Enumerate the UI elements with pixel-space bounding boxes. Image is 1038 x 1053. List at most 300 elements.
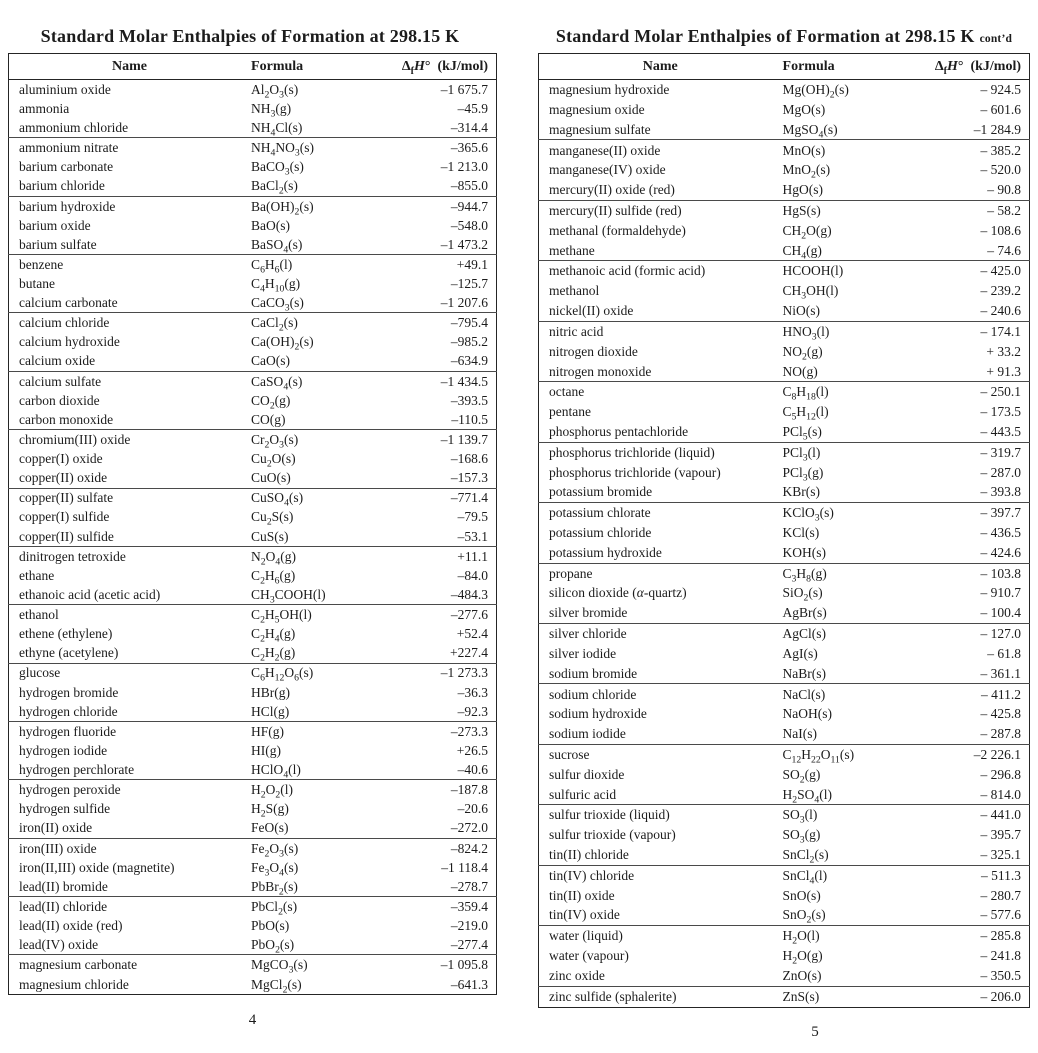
compound-name: sulfur trioxide (liquid) — [549, 807, 670, 823]
enthalpy-value: +49.1 — [456, 256, 488, 272]
table-row — [9, 391, 497, 410]
enthalpy-value: +52.4 — [456, 626, 488, 642]
enthalpy-value: + 91.3 — [986, 363, 1021, 379]
table-row — [9, 819, 497, 839]
enthalpy-value: – 443.5 — [980, 423, 1021, 439]
compound-formula: $Cu_2O(s)$ — [251, 451, 296, 470]
enthalpy-value: – 90.8 — [987, 182, 1021, 198]
table-row — [539, 462, 1030, 482]
compound-name: calcium chloride — [19, 315, 110, 331]
compound-name: magnesium chloride — [19, 976, 129, 992]
compound-formula: PCl$_5$(s) — [782, 423, 822, 443]
table-row — [539, 301, 1030, 321]
compound-formula: KOH(s) — [782, 544, 827, 560]
table-row — [9, 235, 497, 255]
enthalpy-value: – 441.0 — [980, 807, 1021, 823]
table-row — [9, 449, 497, 468]
enthalpy-value: +227.4 — [450, 645, 488, 661]
compound-name: hydrogen peroxide — [19, 782, 121, 798]
enthalpy-value: –1 284.9 — [973, 121, 1021, 137]
compound-formula: $H_2O(g)$ — [782, 948, 823, 967]
compound-name: lead(II) bromide — [19, 878, 108, 894]
compound-formula: $Al_2O_3(s)$ — [251, 81, 299, 101]
compound-name: iron(II,III) oxide (magnetite) — [19, 859, 175, 875]
table-row — [9, 196, 497, 216]
column-header-formula: Formula — [250, 54, 387, 80]
table-row — [539, 543, 1030, 563]
table-row — [9, 293, 497, 313]
enthalpy-value: – 287.0 — [980, 464, 1021, 480]
table-row — [9, 702, 497, 722]
compound-name: carbon monoxide — [19, 411, 114, 427]
compound-formula: ZnO(s) — [782, 967, 822, 983]
compound-formula: $CH_4(g)$ — [782, 242, 822, 262]
column-header-name: Name — [539, 54, 782, 80]
compound-name: barium hydroxide — [19, 198, 116, 214]
enthalpy-value: – 250.1 — [980, 384, 1021, 400]
compound-formula: $H_2S(g)$ — [251, 801, 289, 820]
enthalpy-value: –40.6 — [457, 761, 488, 777]
compound-formula: BaCO$_3$(s) — [251, 159, 304, 178]
compound-formula: MnO(s) — [782, 142, 826, 158]
compound-formula: $CH_3OH(l)$ — [782, 283, 839, 302]
compound-formula: $C_6H_{12}O_6(s)$ — [251, 665, 314, 685]
compound-formula: PbO$_2$(s) — [251, 937, 295, 956]
table-row — [539, 261, 1030, 281]
enthalpy-value: –484.3 — [450, 586, 488, 602]
table-row — [539, 966, 1030, 986]
table-row — [9, 780, 497, 800]
enthalpy-value: –1 095.8 — [440, 957, 488, 973]
compound-name: dinitrogen tetroxide — [19, 548, 126, 564]
compound-name: methane — [549, 242, 595, 258]
compound-formula: $Cr_2O_3(s)$ — [251, 431, 299, 451]
compound-formula: CaCO$_3$(s) — [251, 295, 304, 314]
table-row — [539, 402, 1030, 422]
compound-name: sucrose — [549, 746, 590, 762]
compound-formula: BaSO$_4$(s) — [251, 236, 303, 256]
enthalpy-value: –272.0 — [450, 820, 488, 836]
compound-formula: BaO(s) — [251, 217, 291, 233]
table-row — [9, 255, 497, 275]
compound-name: potassium chlorate — [549, 505, 651, 521]
table-row — [9, 177, 497, 197]
table-row — [539, 765, 1030, 785]
compound-name: sulfur dioxide — [549, 766, 625, 782]
enthalpy-value: – 350.5 — [980, 967, 1021, 983]
compound-name: copper(II) sulfide — [19, 528, 114, 544]
enthalpy-value: –634.9 — [450, 353, 488, 369]
enthalpy-value: – 520.0 — [980, 162, 1021, 178]
compound-name: tin(IV) oxide — [549, 907, 620, 923]
table-row — [539, 240, 1030, 260]
compound-formula: $C_2H_5OH(l)$ — [251, 607, 312, 626]
enthalpy-value: –1 434.5 — [440, 373, 488, 389]
compound-name: tin(II) chloride — [549, 847, 629, 862]
compound-formula: HBr(g) — [251, 684, 291, 700]
table-row — [9, 663, 497, 683]
compound-formula: CaSO$_4$(s) — [251, 373, 303, 393]
compound-name: barium carbonate — [19, 159, 114, 175]
compound-name: lead(II) chloride — [19, 898, 108, 914]
table-row — [9, 80, 497, 100]
enthalpy-value: – 436.5 — [980, 525, 1021, 541]
table-row — [539, 986, 1030, 1007]
compound-formula: $Fe_3O_4(s)$ — [251, 859, 299, 879]
compound-formula: $H_2O_2(l)$ — [251, 782, 294, 801]
enthalpy-value: – 241.8 — [980, 948, 1021, 964]
table-row — [9, 721, 497, 741]
enthalpy-table — [538, 53, 1030, 1008]
compound-formula: HCOOH(l) — [782, 263, 844, 279]
enthalpy-value: – 173.5 — [980, 404, 1021, 420]
compound-name: nitric acid — [549, 323, 604, 339]
table-row — [539, 442, 1030, 462]
table-row — [539, 704, 1030, 724]
table-row — [539, 623, 1030, 643]
enthalpy-value: – 127.0 — [980, 626, 1021, 642]
compound-name: methanal (formaldehyde) — [549, 222, 686, 238]
compound-name: zinc sulfide (sphalerite) — [549, 989, 677, 1005]
enthalpy-value: – 61.8 — [987, 645, 1021, 661]
page-title — [8, 26, 497, 47]
compound-formula: $CH_3COOH(l)$ — [251, 586, 326, 606]
compound-formula: NO(g) — [782, 363, 818, 379]
compound-formula: $NH_4Cl(s)$ — [251, 120, 303, 139]
enthalpy-value: – 206.0 — [980, 989, 1021, 1005]
compound-formula: AgCl(s) — [782, 626, 827, 642]
table-row — [9, 313, 497, 333]
enthalpy-value: – 411.2 — [981, 686, 1021, 702]
enthalpy-value: –277.4 — [450, 937, 488, 953]
enthalpy-value: –1 207.6 — [440, 295, 488, 311]
compound-name: magnesium sulfate — [549, 121, 651, 137]
compound-name: lead(IV) oxide — [19, 937, 99, 953]
compound-name: sodium hydroxide — [549, 706, 647, 722]
compound-name: phosphorus pentachloride — [549, 423, 689, 439]
enthalpy-value: – 601.6 — [980, 101, 1021, 117]
enthalpy-value: +11.1 — [457, 548, 488, 564]
compound-name: copper(II) sulfate — [19, 490, 114, 506]
table-row — [539, 523, 1030, 543]
page-title-text: Standard Molar Enthalpies of Formation at 298.15 K — [555, 26, 975, 47]
enthalpy-value: –771.4 — [450, 490, 488, 506]
enthalpy-value: –45.9 — [457, 100, 488, 116]
compound-formula: $C_2H_4(g)$ — [251, 626, 296, 645]
enthalpy-value: –641.3 — [450, 976, 488, 992]
enthalpy-value: – 108.6 — [980, 222, 1021, 238]
table-row — [9, 683, 497, 702]
table-row — [539, 905, 1030, 925]
compound-formula: HCl(g) — [251, 703, 290, 719]
enthalpy-value: – 296.8 — [980, 766, 1021, 782]
compound-formula: $NO_2(g)$ — [782, 343, 823, 363]
compound-formula: HgS(s) — [782, 203, 821, 219]
compound-formula: SnCl$_2$(s) — [782, 847, 829, 866]
column-header-enthalpy: $\Delta_fH^\circ$ (kJ/mol) — [387, 54, 497, 80]
enthalpy-value: –157.3 — [450, 470, 488, 486]
table-row — [539, 926, 1030, 946]
enthalpy-value: –277.6 — [450, 607, 488, 623]
compound-name: ammonia — [19, 100, 70, 116]
enthalpy-value: –1 473.2 — [440, 236, 488, 252]
enthalpy-value: – 814.0 — [980, 786, 1021, 802]
compound-formula: MnO$_2$(s) — [782, 162, 831, 182]
table-header-row — [9, 54, 497, 80]
compound-name: lead(II) oxide (red) — [19, 917, 123, 933]
column-header-enthalpy: $\Delta_fH^\circ$ (kJ/mol) — [919, 54, 1030, 80]
table-row — [539, 140, 1030, 160]
compound-name: water (liquid) — [549, 928, 623, 944]
page-number: 5 — [811, 1024, 819, 1040]
compound-formula: FeO(s) — [251, 820, 289, 836]
enthalpy-value: +26.5 — [456, 742, 488, 758]
compound-formula: $C_3H_8(g)$ — [782, 565, 827, 585]
compound-name: ethanol — [19, 607, 59, 623]
compound-name: magnesium oxide — [549, 101, 645, 117]
table-row — [9, 955, 497, 975]
compound-name: mercury(II) oxide (red) — [549, 182, 675, 198]
table-row — [9, 138, 497, 158]
compound-formula: NiO(s) — [782, 303, 821, 319]
enthalpy-value: + 33.2 — [986, 343, 1021, 359]
compound-formula: $SO_3(l)$ — [782, 807, 818, 827]
page-5 — [538, 0, 1030, 1053]
table-row — [539, 845, 1030, 865]
table-row — [539, 744, 1030, 764]
compound-name: calcium hydroxide — [19, 334, 120, 350]
compound-name: copper(II) oxide — [19, 470, 108, 486]
compound-name: glucose — [19, 665, 61, 681]
enthalpy-value: –273.3 — [450, 723, 488, 739]
enthalpy-value: – 239.2 — [980, 283, 1021, 299]
enthalpy-value: –219.0 — [450, 917, 488, 933]
compound-formula: $Cu_2S(s)$ — [251, 509, 294, 529]
page-title — [538, 26, 1030, 47]
compound-formula: $C_2H_2(g)$ — [251, 645, 296, 664]
table-row — [9, 216, 497, 235]
compound-name: sodium bromide — [549, 665, 638, 681]
compound-name: ammonium nitrate — [19, 140, 119, 156]
compound-formula: $H_2O(l)$ — [782, 928, 820, 947]
compound-formula: $HNO_3(l)$ — [782, 323, 830, 343]
compound-name: ethanoic acid (acetic acid) — [19, 586, 161, 602]
compound-name: hydrogen bromide — [19, 684, 119, 700]
compound-name: copper(I) oxide — [19, 451, 103, 467]
enthalpy-value: – 100.4 — [980, 605, 1021, 621]
compound-formula: SnO$_2$(s) — [782, 907, 826, 927]
compound-name: copper(I) sulfide — [19, 509, 110, 525]
compound-name: nickel(II) oxide — [549, 303, 634, 319]
enthalpy-value: –278.7 — [450, 878, 488, 894]
page-number: 4 — [248, 1012, 257, 1028]
enthalpy-value: –1 139.7 — [440, 431, 488, 447]
enthalpy-value: –79.5 — [457, 509, 488, 525]
enthalpy-value: – 425.0 — [980, 263, 1021, 279]
compound-name: methanol — [549, 283, 600, 299]
compound-formula: $C_2H_6(g)$ — [251, 567, 296, 587]
table-row — [9, 468, 497, 488]
compound-name: sodium chloride — [549, 686, 637, 702]
compound-name: magnesium carbonate — [19, 957, 138, 973]
compound-name: pentane — [549, 404, 591, 420]
page-4 — [8, 0, 497, 1053]
compound-name: manganese(II) oxide — [549, 142, 661, 158]
compound-formula: $Ba(OH)_2(s)$ — [251, 198, 314, 218]
enthalpy-value: –110.5 — [451, 411, 488, 427]
compound-name: iron(II) oxide — [19, 820, 93, 836]
compound-formula: CuSO$_4$(s) — [251, 490, 304, 510]
compound-name: tin(II) oxide — [549, 887, 615, 903]
compound-formula: $H_2SO_4(l)$ — [782, 786, 833, 806]
compound-name: potassium bromide — [549, 484, 653, 500]
table-row — [9, 877, 497, 897]
enthalpy-table — [8, 53, 497, 995]
table-row — [539, 120, 1030, 140]
compound-formula: $NH_3(g)$ — [251, 100, 292, 120]
column-header-formula: Formula — [782, 54, 919, 80]
compound-formula: $SO_3(g)$ — [782, 827, 821, 846]
compound-name: iron(III) oxide — [19, 840, 97, 856]
enthalpy-value: –2 226.1 — [973, 746, 1021, 762]
compound-name: silicon dioxide (α-quartz) — [549, 585, 687, 601]
table-row — [9, 916, 497, 935]
table-row — [539, 503, 1030, 523]
enthalpy-value: –393.5 — [450, 392, 488, 408]
compound-formula: MgCO$_3$(s) — [251, 957, 308, 976]
table-row — [9, 158, 497, 177]
enthalpy-value: – 910.7 — [980, 585, 1021, 601]
table-row — [9, 605, 497, 625]
enthalpy-value: – 385.2 — [980, 142, 1021, 158]
enthalpy-value: – 424.6 — [980, 544, 1021, 560]
compound-formula: CO(g) — [251, 411, 286, 427]
table-row — [9, 838, 497, 858]
compound-name: ethene (ethylene) — [19, 626, 113, 642]
compound-formula: $Mg(OH)_2(s)$ — [782, 82, 849, 101]
compound-formula: AgI(s) — [782, 645, 818, 661]
compound-formula: MgCl$_2$(s) — [251, 976, 302, 996]
table-row — [539, 644, 1030, 664]
enthalpy-value: –84.0 — [457, 567, 488, 583]
compound-formula: BaCl$_2$(s) — [251, 178, 298, 198]
enthalpy-value: – 395.7 — [980, 827, 1021, 843]
table-row — [9, 371, 497, 391]
enthalpy-value: – 280.7 — [980, 887, 1021, 903]
table-row — [539, 825, 1030, 845]
enthalpy-value: –187.8 — [450, 782, 488, 798]
table-row — [9, 352, 497, 372]
enthalpy-value: – 924.5 — [980, 82, 1021, 98]
compound-name: calcium sulfate — [19, 373, 102, 389]
table-row — [539, 664, 1030, 684]
compound-name: potassium chloride — [549, 525, 652, 541]
enthalpy-value: – 287.8 — [980, 726, 1021, 742]
compound-formula: NaOH(s) — [782, 706, 833, 722]
compound-name: octane — [549, 384, 585, 400]
table-row — [539, 80, 1030, 100]
compound-formula: HClO$_4$(l) — [251, 761, 301, 781]
table-row — [9, 935, 497, 955]
enthalpy-value: –314.4 — [450, 120, 488, 136]
compound-formula: AgBr(s) — [782, 605, 827, 621]
compound-formula: CaO(s) — [251, 353, 291, 369]
table-row — [539, 563, 1030, 583]
table-row — [539, 100, 1030, 120]
compound-formula: CuO(s) — [251, 470, 291, 486]
table-row — [539, 382, 1030, 402]
compound-name: hydrogen sulfide — [19, 801, 111, 817]
table-row — [9, 624, 497, 643]
enthalpy-value: –944.7 — [450, 198, 488, 214]
table-row — [539, 684, 1030, 704]
enthalpy-value: –20.6 — [457, 801, 488, 817]
compound-name: carbon dioxide — [19, 392, 100, 408]
page-title-suffix: cont’d — [979, 33, 1013, 46]
compound-formula: SnO(s) — [782, 887, 821, 903]
compound-name: benzene — [19, 256, 64, 272]
compound-formula: HI(g) — [251, 742, 282, 758]
enthalpy-value: –168.6 — [450, 451, 488, 467]
compound-name: nitrogen monoxide — [549, 363, 652, 379]
compound-formula: PbBr$_2$(s) — [251, 878, 298, 898]
enthalpy-value: –53.1 — [457, 528, 488, 544]
table-row — [539, 482, 1030, 502]
table-row — [539, 281, 1030, 301]
compound-name: ethyne (acetylene) — [19, 645, 119, 661]
table-row — [539, 180, 1030, 200]
table-row — [539, 886, 1030, 906]
compound-formula: $SO_2(g)$ — [782, 766, 821, 786]
table-row — [9, 410, 497, 430]
enthalpy-value: –824.2 — [450, 840, 488, 856]
enthalpy-value: – 511.3 — [981, 867, 1021, 883]
compound-name: nitrogen dioxide — [549, 343, 638, 359]
table-row — [539, 221, 1030, 241]
enthalpy-value: –359.4 — [450, 898, 488, 914]
compound-formula: $N_2O_4(g)$ — [251, 548, 297, 568]
compound-name: methanoic acid (formic acid) — [549, 263, 706, 279]
compound-formula: MgO(s) — [782, 101, 826, 117]
compound-formula: HF(g) — [251, 723, 285, 739]
compound-formula: $C_{12}H_{22}O_{11}(s)$ — [782, 746, 855, 766]
compound-formula: PbCl$_2$(s) — [251, 898, 298, 918]
column-header-name: Name — [9, 54, 251, 80]
table-row — [539, 160, 1030, 180]
compound-formula: NaI(s) — [782, 726, 818, 742]
table-row — [539, 805, 1030, 825]
compound-formula: $Ca(OH)_2(s)$ — [251, 334, 314, 354]
compound-name: silver chloride — [549, 626, 627, 642]
table-row — [539, 865, 1030, 885]
compound-formula: PCl$_3$(g) — [782, 464, 824, 484]
table-row — [9, 488, 497, 508]
enthalpy-value: – 240.6 — [980, 303, 1021, 319]
table-row — [9, 858, 497, 877]
compound-name: butane — [19, 276, 55, 291]
compound-formula: CuS(s) — [251, 528, 289, 544]
compound-formula: PCl$_3$(l) — [782, 444, 821, 464]
table-row — [9, 566, 497, 585]
compound-name: silver iodide — [549, 645, 617, 661]
enthalpy-value: – 174.1 — [980, 323, 1021, 339]
table-row — [539, 784, 1030, 804]
table-row — [539, 946, 1030, 966]
table-row — [9, 333, 497, 352]
compound-formula: NaBr(s) — [782, 665, 827, 681]
compound-formula: $C_4H_{10}(g)$ — [251, 276, 301, 295]
table-row — [539, 422, 1030, 442]
